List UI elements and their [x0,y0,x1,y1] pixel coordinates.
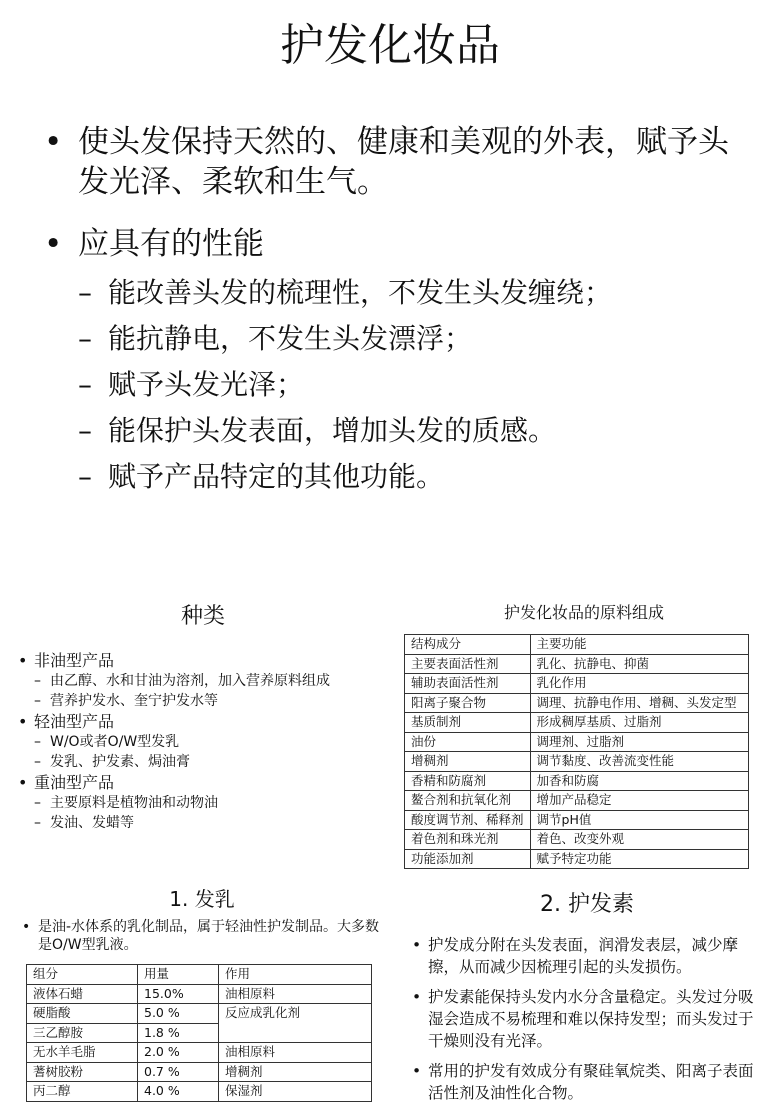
performance-item: – 赋予产品特定的其他功能。 [78,454,742,500]
table-row [405,752,749,772]
table-row [405,791,749,811]
composition-title: 护发化妆品的原料组成 [503,603,664,622]
type-label: 非油型产品 [34,651,115,670]
table-cell: 赋予特定功能 [530,849,748,869]
table-row [27,984,372,1004]
table-row [27,1043,372,1063]
type-detail: – 营养护发水、奎宁护发水等 [34,691,388,711]
table-header-cell: 用量 [138,965,219,985]
table-cell: 增稠剂 [219,1062,372,1082]
type-sublist [34,671,388,711]
table-cell: 功能添加剂 [405,849,531,869]
type-detail: – 发乳、护发素、焗油膏 [34,752,388,772]
cream-desc-list [22,918,382,954]
table-cell: 形成稠厚基质、过脂剂 [530,713,748,733]
performance-item: – 赋予头发光泽； [78,362,742,408]
table-cell: 15.0% [138,984,219,1004]
table-row [405,713,749,733]
conditioner-panel [412,892,762,1112]
composition-panel [404,600,764,869]
table-row [405,830,749,850]
cream-panel [22,886,382,1102]
table-cell: 5.0 % [138,1004,219,1024]
main-bullet-list [42,122,742,522]
table-row [405,732,749,752]
cream-title: 1. 发乳 [169,887,235,911]
table-cell: 调理剂、过脂剂 [530,732,748,752]
table-cell: 4.0 % [138,1082,219,1102]
type-label: 重油型产品 [34,773,115,792]
conditioner-title: 2. 护发素 [540,892,634,917]
table-row [405,693,749,713]
table-row [405,674,749,694]
table-cell: 调节pH值 [530,810,748,830]
cream-table [26,964,372,1102]
performance-item: – 能抗静电，不发生头发漂浮； [78,316,742,362]
table-cell: 三乙醇胺 [27,1023,138,1043]
main-bullet-text: 使头发保持天然的、健康和美观的外表，赋予头发光泽、柔软和生气。 [78,124,729,200]
type-detail: – 主要原料是植物油和动物油 [34,793,388,813]
table-cell: 香精和防腐剂 [405,771,531,791]
type-detail: – 发油、发蜡等 [34,813,388,833]
table-header-cell: 作用 [219,965,372,985]
composition-table [404,634,749,869]
table-cell: 反应成乳化剂 [219,1004,372,1043]
table-header-cell: 主要功能 [530,635,748,655]
main-bullet [42,224,742,500]
type-item [18,650,388,711]
table-row [27,1082,372,1102]
table-row [405,654,749,674]
table-cell: 丙二醇 [27,1082,138,1102]
table-header-cell: 组分 [27,965,138,985]
type-detail: – W/O或者O/W型发乳 [34,732,388,752]
table-cell: 增稠剂 [405,752,531,772]
performance-list [78,270,742,500]
table-cell: 调节黏度、改善流变性能 [530,752,748,772]
performance-item: – 能保护头发表面，增加头发的质感。 [78,408,742,454]
table-row [405,810,749,830]
table-cell: 着色、改变外观 [530,830,748,850]
table-cell: 乳化作用 [530,674,748,694]
table-cell: 着色剂和珠光剂 [405,830,531,850]
table-cell: 乳化、抗静电、抑菌 [530,654,748,674]
conditioner-bullet: • 护发成分附在头发表面，润滑发表层，减少摩擦，从而减少因梳理引起的头发损伤。 [412,934,762,978]
main-bullet-text: 应具有的性能 [78,226,264,262]
table-row [405,771,749,791]
table-cell: 辅助表面活性剂 [405,674,531,694]
table-cell: 酸度调节剂、稀释剂 [405,810,531,830]
table-cell: 蓍树胶粉 [27,1062,138,1082]
table-cell: 0.7 % [138,1062,219,1082]
table-cell: 阳离子聚合物 [405,693,531,713]
table-cell: 基质制剂 [405,713,531,733]
type-item [18,711,388,772]
table-cell: 保湿剂 [219,1082,372,1102]
table-header-row [27,965,372,985]
table-cell: 加香和防腐 [530,771,748,791]
cream-desc: • 是油-水体系的乳化制品，属于轻油性护发制品。大多数是O/W型乳液。 [22,918,382,954]
table-row [27,1062,372,1082]
table-cell: 增加产品稳定 [530,791,748,811]
page-title: 护发化妆品 [280,20,500,71]
table-cell: 调理、抗静电作用、增稠、头发定型 [530,693,748,713]
table-row [27,1004,372,1024]
type-sublist [34,732,388,772]
conditioner-list [412,934,762,1104]
table-cell: 油相原料 [219,1043,372,1063]
table-cell: 鳌合剂和抗氧化剂 [405,791,531,811]
table-row [405,849,749,869]
table-header-row [405,635,749,655]
table-cell: 无水羊毛脂 [27,1043,138,1063]
type-detail: – 由乙醇、水和甘油为溶剂，加入营养原料组成 [34,671,388,691]
table-cell: 硬脂酸 [27,1004,138,1024]
table-cell: 液体石蜡 [27,984,138,1004]
table-cell: 主要表面活性剂 [405,654,531,674]
table-cell: 油份 [405,732,531,752]
conditioner-bullet: • 护发素能保持头发内水分含量稳定。头发过分吸湿会造成不易梳理和难以保持发型；而头发过于干燥则没有光泽。 [412,986,762,1052]
types-panel [18,604,388,833]
conditioner-bullet: • 常用的护发有效成分有聚硅氧烷类、阳离子表面活性剂及油性化合物。 [412,1060,762,1104]
table-cell: 2.0 % [138,1043,219,1063]
main-bullet [42,122,742,202]
types-title: 种类 [180,604,225,629]
table-cell: 油相原料 [219,984,372,1004]
type-sublist [34,793,388,833]
table-cell: 1.8 % [138,1023,219,1043]
performance-item: – 能改善头发的梳理性，不发生头发缠绕； [78,270,742,316]
table-header-cell: 结构成分 [405,635,531,655]
types-list [18,650,388,833]
type-item [18,772,388,833]
type-label: 轻油型产品 [34,712,115,731]
